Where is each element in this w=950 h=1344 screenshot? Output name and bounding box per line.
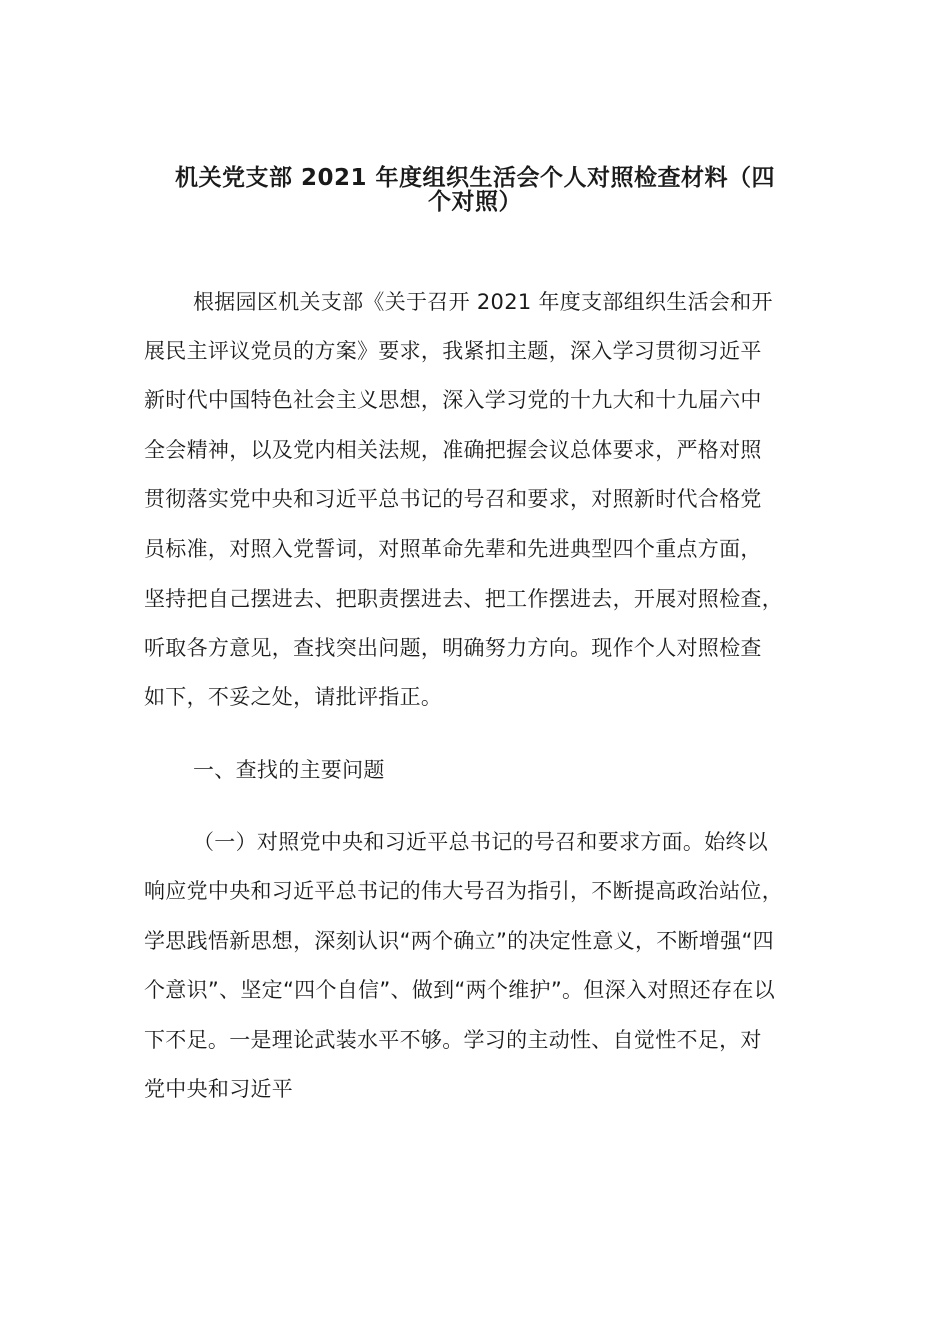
document-title-line-1: 机关党支部 2021 年度组织生活会个人对照检查材料（四: [174, 165, 776, 191]
paragraph-2-line-5: 下不足。一是理论武装水平不够。学习的主动性、自觉性不足，对: [144, 1028, 762, 1052]
paragraph-1-line-5: 贯彻落实党中央和习近平总书记的号召和要求，对照新时代合格党: [144, 487, 762, 511]
paragraph-2-line-1: （一）对照党中央和习近平总书记的号召和要求方面。始终以: [193, 830, 769, 854]
paragraph-2-line-2: 响应党中央和习近平总书记的伟大号召为指引，不断提高政治站位，: [144, 879, 783, 903]
paragraph-2-line-4: 个意识”、坚定“四个自信”、做到“两个维护”。但深入对照还存在以: [144, 978, 775, 1002]
document-title-line-2: 个对照）: [428, 189, 522, 215]
paragraph-1-line-7: 坚持把自己摆进去、把职责摆进去、把工作摆进去，开展对照检查，: [144, 587, 783, 611]
paragraph-1-line-9: 如下，不妥之处，请批评指正。: [144, 685, 443, 709]
paragraph-1-line-4: 全会精神，以及党内相关法规，准确把握会议总体要求，严格对照: [144, 438, 762, 462]
paragraph-1-line-8: 听取各方意见，查找突出问题，明确努力方向。现作个人对照检查: [144, 636, 762, 660]
paragraph-1-line-2: 展民主评议党员的方案》要求，我紧扣主题，深入学习贯彻习近平: [144, 339, 762, 363]
section-heading-1: 一、查找的主要问题: [193, 758, 385, 782]
paragraph-2-line-3: 学思践悟新思想，深刻认识“两个确立”的决定性意义，不断增强“四: [144, 929, 774, 953]
paragraph-1-line-6: 员标准，对照入党誓词，对照革命先辈和先进典型四个重点方面，: [144, 537, 762, 561]
paragraph-1-line-1: 根据园区机关支部《关于召开 2021 年度支部组织生活会和开: [193, 290, 773, 314]
paragraph-1-line-3: 新时代中国特色社会主义思想，深入学习党的十九大和十九届六中: [144, 388, 762, 412]
paragraph-2-line-6: 党中央和习近平: [144, 1077, 294, 1101]
